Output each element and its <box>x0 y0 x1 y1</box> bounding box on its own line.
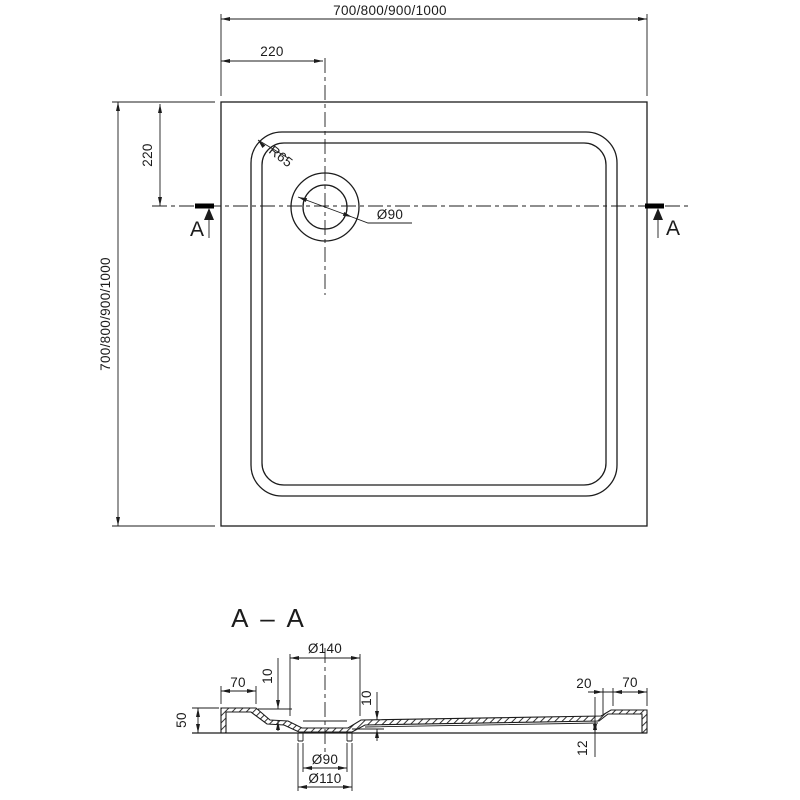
plan-view <box>98 3 688 526</box>
dim-total-height-label: 50 <box>174 712 189 728</box>
dim-drain-offset-y-label: 220 <box>140 143 155 167</box>
dim-top-width-label: 700/800/900/1000 <box>333 3 447 18</box>
section-view <box>174 603 647 791</box>
dim-step-width-right-label: 20 <box>576 676 592 691</box>
dim-left-height <box>98 102 215 526</box>
dim-drain-diameter-label: Ø90 <box>376 207 404 222</box>
tray-rim-inner <box>262 143 606 485</box>
dim-drain-diameter <box>298 197 412 223</box>
dim-corner-radius-label: R65 <box>266 142 296 171</box>
tray-rim-outer <box>251 132 617 496</box>
dim-rim-width-left <box>221 675 256 704</box>
dim-total-height <box>174 708 219 733</box>
dim-drain-offset-y <box>140 104 162 206</box>
dim-drain-collar-label: Ø110 <box>308 771 342 786</box>
dim-drain-hole-label: Ø90 <box>311 752 339 767</box>
dim-base-height-right-label: 12 <box>575 740 590 756</box>
dim-drain-offset-x-label: 220 <box>260 44 284 59</box>
section-marker-right <box>645 206 680 240</box>
dim-base-height-right <box>575 697 597 757</box>
section-marker-left-label: A <box>189 218 205 241</box>
dim-recess-diameter-label: Ø140 <box>307 641 343 656</box>
dim-right-step-and-rim <box>576 675 647 714</box>
section-title: A – A <box>231 603 307 633</box>
dim-rim-width-right-label: 70 <box>622 675 638 690</box>
section-marker-right-label: A <box>665 217 681 240</box>
dim-drain-hole <box>303 743 347 772</box>
dim-edge-drop-left-label: 10 <box>260 668 275 684</box>
dim-left-height-label: 700/800/900/1000 <box>98 257 113 371</box>
dim-recess-depth-label: 10 <box>359 690 374 706</box>
dim-drain-offset-x <box>221 44 323 63</box>
section-marker-left <box>190 206 214 241</box>
section-material-band <box>221 708 647 733</box>
dim-top-width <box>221 3 647 96</box>
dim-rim-width-left-label: 70 <box>230 675 246 690</box>
